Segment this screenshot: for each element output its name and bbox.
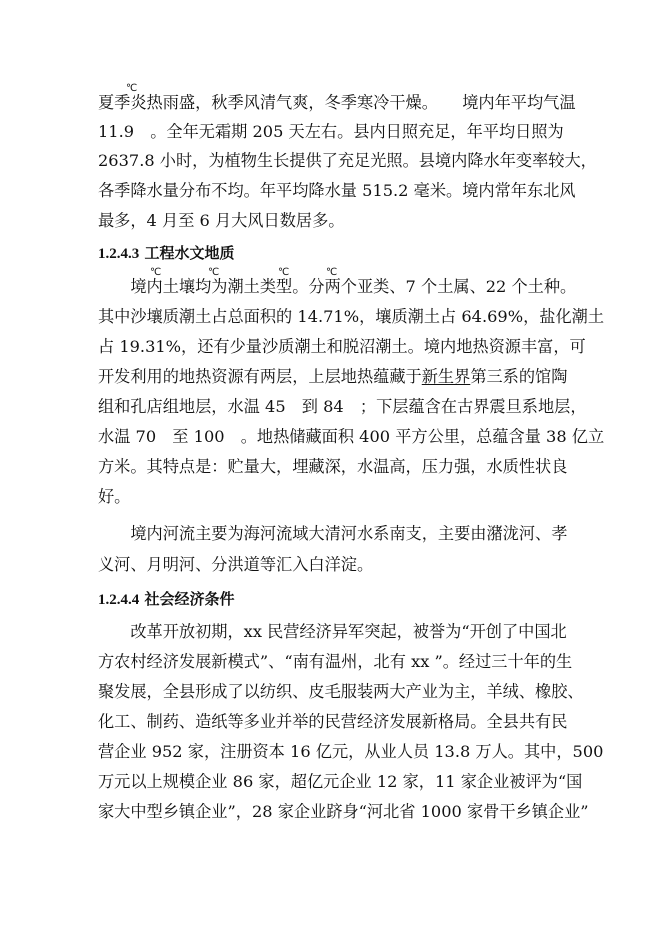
text-run: 开发利用的地热资源有两层，上层地热蕴藏于: [98, 367, 422, 386]
paragraph-line: 2637.8 小时，为植物生长提供了充足光照。县境内降水年变率较大，: [98, 151, 597, 170]
section-heading-hydro: [98, 243, 235, 264]
paragraph-line: 各季降水量分布不均。年平均降水量 515.2 毫米。境内常年东北风: [98, 181, 576, 200]
degree-mark: ℃: [278, 267, 290, 278]
paragraph-line: 家大中型乡镇企业”，28 家企业跻身“河北省 1000 家骨干乡镇企业”: [98, 802, 589, 821]
section-number: 1.2.4.3: [98, 246, 140, 262]
paragraph-line: 水温 70 至 100 。地热储藏面积 400 平方公里，总蕴含量 38 亿立: [98, 427, 605, 446]
degree-mark: ℃: [208, 267, 220, 278]
paragraph-line: 营企业 952 家，注册资本 16 亿元，从业人员 13.8 万人。其中，500: [98, 742, 604, 761]
degree-mark: ℃: [150, 267, 162, 278]
underlined-term: 新生界: [421, 367, 471, 386]
paragraph-line: 改革开放初期，xx 民营经济异军突起，被誉为“开创了中国北: [98, 622, 567, 641]
paragraph-line: 方米。其特点是：贮量大，埋藏深，水温高，压力强，水质性状良: [98, 457, 568, 476]
paragraph-line: 化工、制药、造纸等多业并举的民营经济发展新格局。全县共有民: [98, 712, 568, 731]
degree-mark: ℃: [126, 83, 138, 94]
paragraph-line: 其中沙壤质潮土占总面积的 14.71%，壤质潮土占 64.69%，盐化潮土: [98, 307, 605, 326]
paragraph-line: 境内土壤均为潮土类型。分两个亚类、7 个土属、22 个土种。: [98, 277, 577, 296]
paragraph-line: 聚发展，全县形成了以纺织、皮毛服装两大产业为主，羊绒、橡胶、: [98, 682, 584, 701]
section-heading-economy: [98, 589, 235, 610]
paragraph-line: 最多，4 月至 6 月大风日数居多。: [98, 211, 345, 230]
paragraph-line: 义河、月明河、分洪道等汇入白洋淀。: [98, 555, 374, 574]
paragraph-line: 11.9 。全年无霜期 205 天左右。县内日照充足，年平均日照为: [98, 122, 564, 141]
paragraph-line: [98, 367, 567, 387]
section-title: 工程水文地质: [144, 244, 235, 262]
paragraph-line: 境内河流主要为海河流域大清河水系南支，主要由潴泷河、孝: [98, 524, 568, 543]
paragraph-line: 方农村经济发展新模式”、“南有温州，北有 xx ”。经过三十年的生: [98, 652, 573, 671]
paragraph-line: 夏季炎热雨盛，秋季风清气爽，冬季寒冷干燥。 境内年平均气温: [98, 93, 576, 112]
paragraph-line: 组和孔店组地层，水温 45 到 84 ；下层蕴含在古界震旦系地层，: [98, 397, 587, 416]
paragraph-line: 好。: [98, 487, 131, 506]
degree-mark: ℃: [326, 267, 338, 278]
paragraph-line: 万元以上规模企业 86 家，超亿元企业 12 家，11 家企业被评为“国: [98, 772, 583, 791]
section-number: 1.2.4.4: [98, 592, 140, 608]
paragraph-line: 占 19.31%，还有少量沙质潮土和脱沼潮土。境内地热资源丰富，可: [98, 337, 586, 356]
text-run: 第三系的馆陶: [470, 367, 568, 386]
section-title: 社会经济条件: [144, 590, 235, 608]
